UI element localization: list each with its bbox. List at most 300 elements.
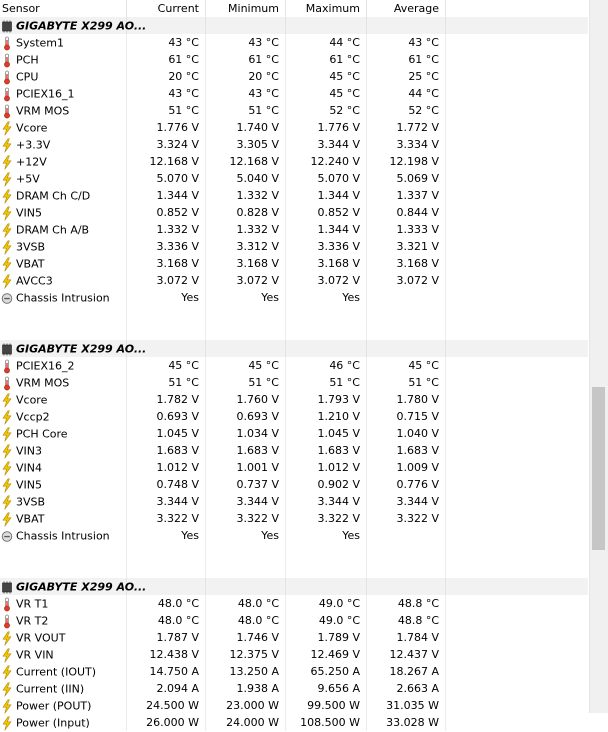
voltage-bolt-icon — [1, 427, 14, 442]
average-value: 5.069 V — [367, 170, 446, 187]
maximum-value: Yes — [286, 527, 367, 544]
current-value: 3.344 V — [127, 493, 206, 510]
maximum-value: 49.0 °C — [286, 595, 367, 612]
minimum-value: 5.040 V — [206, 170, 286, 187]
group-empty-cell — [367, 578, 446, 595]
sensor-row[interactable] — [0, 697, 588, 714]
minimum-value: 48.0 °C — [206, 612, 286, 629]
average-value: 0.715 V — [367, 408, 446, 425]
sensor-name-cell — [0, 527, 127, 544]
current-value: 0.748 V — [127, 476, 206, 493]
current-value: 1.344 V — [127, 187, 206, 204]
average-value: 12.198 V — [367, 153, 446, 170]
spacer-cell — [127, 306, 206, 323]
sensor-label: Current (IIN) — [16, 682, 85, 696]
voltage-bolt-icon — [1, 461, 14, 476]
current-value: 12.438 V — [127, 646, 206, 663]
voltage-bolt-icon — [1, 682, 14, 697]
current-value: 51 °C — [127, 102, 206, 119]
empty-cell — [446, 476, 588, 493]
minimum-value: 1.746 V — [206, 629, 286, 646]
sensor-row[interactable] — [0, 68, 588, 85]
sensor-name-cell — [0, 102, 127, 119]
column-header-current[interactable]: Current — [127, 0, 206, 17]
average-value: 1.784 V — [367, 629, 446, 646]
maximum-value: 3.322 V — [286, 510, 367, 527]
empty-cell — [446, 629, 588, 646]
minimum-value: 51 °C — [206, 102, 286, 119]
voltage-bolt-icon — [1, 240, 14, 255]
device-group-header[interactable] — [0, 17, 588, 34]
thermometer-icon — [1, 376, 14, 391]
sensor-row[interactable] — [0, 255, 588, 272]
sensor-name-cell — [0, 170, 127, 187]
spacer-cell — [286, 544, 367, 561]
empty-cell — [446, 119, 588, 136]
average-value: 51 °C — [367, 374, 446, 391]
average-value: 25 °C — [367, 68, 446, 85]
sensor-label: DRAM Ch C/D — [16, 189, 91, 203]
sensor-table-body — [0, 17, 588, 731]
average-value: 1.683 V — [367, 442, 446, 459]
average-value: 12.437 V — [367, 646, 446, 663]
voltage-bolt-icon — [1, 189, 14, 204]
sensor-name-cell — [0, 68, 127, 85]
group-empty-cell — [286, 578, 367, 595]
current-value: 3.324 V — [127, 136, 206, 153]
current-value: 61 °C — [127, 51, 206, 68]
chip-icon — [1, 19, 14, 34]
device-group-cell[interactable] — [0, 340, 147, 357]
spacer-cell — [446, 561, 588, 578]
group-empty-cell — [206, 578, 286, 595]
maximum-value: 12.469 V — [286, 646, 367, 663]
minimum-value: 1.760 V — [206, 391, 286, 408]
average-value: 1.780 V — [367, 391, 446, 408]
sensor-row[interactable] — [0, 425, 588, 442]
sensor-row[interactable] — [0, 153, 588, 170]
minimum-value: 0.828 V — [206, 204, 286, 221]
voltage-bolt-icon — [1, 512, 14, 527]
minimum-value: 12.168 V — [206, 153, 286, 170]
maximum-value: 3.072 V — [286, 272, 367, 289]
sensor-row[interactable] — [0, 119, 588, 136]
sensor-label: Vcore — [16, 121, 48, 135]
column-header-maximum[interactable]: Maximum — [286, 0, 367, 17]
sensor-row[interactable] — [0, 289, 588, 306]
sensor-label: Power (POUT) — [16, 699, 92, 713]
sensor-row[interactable] — [0, 408, 588, 425]
sensor-row[interactable] — [0, 221, 588, 238]
minimum-value: 24.000 W — [206, 714, 286, 731]
maximum-value: 61 °C — [286, 51, 367, 68]
sensor-label: VBAT — [16, 257, 45, 271]
maximum-value: 45 °C — [286, 68, 367, 85]
maximum-value: 1.776 V — [286, 119, 367, 136]
sensor-label: VR VOUT — [16, 631, 66, 645]
empty-cell — [446, 187, 588, 204]
minimum-value: 1.332 V — [206, 187, 286, 204]
voltage-bolt-icon — [1, 716, 14, 731]
maximum-value: 9.656 A — [286, 680, 367, 697]
maximum-value: 46 °C — [286, 357, 367, 374]
column-header-minimum[interactable]: Minimum — [206, 0, 286, 17]
maximum-value: 3.336 V — [286, 238, 367, 255]
sensor-name-cell — [0, 238, 127, 255]
chassis-intrusion-icon — [1, 291, 14, 306]
empty-cell — [446, 357, 588, 374]
empty-cell — [446, 68, 588, 85]
device-group-name: GIGABYTE X299 AO... — [16, 580, 147, 594]
spacer-cell — [286, 306, 367, 323]
maximum-value: 1.344 V — [286, 187, 367, 204]
average-value: 61 °C — [367, 51, 446, 68]
minimum-value: 51 °C — [206, 374, 286, 391]
maximum-value: 52 °C — [286, 102, 367, 119]
minimum-value: 3.168 V — [206, 255, 286, 272]
voltage-bolt-icon — [1, 223, 14, 238]
empty-cell — [446, 527, 588, 544]
sensor-row[interactable] — [0, 629, 588, 646]
maximum-value: 51 °C — [286, 374, 367, 391]
empty-cell — [446, 510, 588, 527]
sensor-name-cell — [0, 663, 127, 680]
vertical-scrollbar[interactable] — [589, 0, 608, 713]
empty-cell — [446, 442, 588, 459]
current-value: 1.012 V — [127, 459, 206, 476]
group-empty-cell — [127, 340, 206, 357]
voltage-bolt-icon — [1, 121, 14, 136]
empty-cell — [446, 425, 588, 442]
maximum-value: 45 °C — [286, 85, 367, 102]
current-value: 2.094 A — [127, 680, 206, 697]
sensor-name-cell — [0, 442, 127, 459]
column-header-average[interactable]: Average — [367, 0, 446, 17]
maximum-value: 0.902 V — [286, 476, 367, 493]
sensor-row[interactable] — [0, 85, 588, 102]
current-value: 48.0 °C — [127, 612, 206, 629]
minimum-value: 3.344 V — [206, 493, 286, 510]
thermometer-icon — [1, 36, 14, 51]
voltage-bolt-icon — [1, 410, 14, 425]
minimum-value: Yes — [206, 527, 286, 544]
maximum-value: 3.168 V — [286, 255, 367, 272]
empty-cell — [446, 408, 588, 425]
sensor-row[interactable] — [0, 646, 588, 663]
thermometer-icon — [1, 70, 14, 85]
minimum-value: 1.938 A — [206, 680, 286, 697]
minimum-value: 3.312 V — [206, 238, 286, 255]
sensor-label: Vcore — [16, 393, 48, 407]
sensor-name-cell — [0, 255, 127, 272]
sensor-row[interactable] — [0, 170, 588, 187]
voltage-bolt-icon — [1, 393, 14, 408]
empty-cell — [446, 255, 588, 272]
minimum-value: 0.737 V — [206, 476, 286, 493]
minimum-value: 61 °C — [206, 51, 286, 68]
maximum-value: 49.0 °C — [286, 612, 367, 629]
empty-cell — [446, 102, 588, 119]
spacer-cell — [446, 544, 588, 561]
average-value: 45 °C — [367, 357, 446, 374]
maximum-value: Yes — [286, 289, 367, 306]
empty-cell — [446, 595, 588, 612]
sensor-row[interactable] — [0, 527, 588, 544]
sensor-label: Chassis Intrusion — [16, 291, 110, 305]
sensor-label: VR VIN — [16, 648, 54, 662]
average-value: 3.321 V — [367, 238, 446, 255]
voltage-bolt-icon — [1, 172, 14, 187]
maximum-value: 99.500 W — [286, 697, 367, 714]
sensor-row[interactable] — [0, 493, 588, 510]
group-empty-cell — [206, 340, 286, 357]
chip-icon — [1, 580, 14, 595]
current-value: 14.750 A — [127, 663, 206, 680]
minimum-value: 12.375 V — [206, 646, 286, 663]
sensor-name-cell — [0, 34, 127, 51]
spacer-cell — [127, 323, 206, 340]
voltage-bolt-icon — [1, 699, 14, 714]
average-value: 33.028 W — [367, 714, 446, 731]
sensor-name-cell — [0, 204, 127, 221]
spacer-cell — [206, 561, 286, 578]
voltage-bolt-icon — [1, 478, 14, 493]
voltage-bolt-icon — [1, 631, 14, 646]
sensor-name-cell — [0, 697, 127, 714]
sensor-name-cell — [0, 272, 127, 289]
sensor-name-cell — [0, 595, 127, 612]
sensor-row[interactable] — [0, 459, 588, 476]
sensor-row[interactable] — [0, 595, 588, 612]
current-value: 3.168 V — [127, 255, 206, 272]
device-group-name: GIGABYTE X299 AO... — [16, 342, 147, 356]
empty-cell — [446, 51, 588, 68]
group-empty-cell — [127, 578, 206, 595]
minimum-value: 1.034 V — [206, 425, 286, 442]
voltage-bolt-icon — [1, 206, 14, 221]
sensor-label: DRAM Ch A/B — [16, 223, 90, 237]
sensor-name-cell — [0, 119, 127, 136]
current-value: 1.787 V — [127, 629, 206, 646]
empty-cell — [446, 85, 588, 102]
sensor-label: 3VSB — [16, 240, 46, 254]
sensor-row[interactable] — [0, 714, 588, 731]
chassis-intrusion-icon — [1, 529, 14, 544]
sensor-row[interactable] — [0, 374, 588, 391]
current-value: 3.336 V — [127, 238, 206, 255]
empty-cell — [446, 459, 588, 476]
empty-cell — [446, 170, 588, 187]
minimum-value: 13.250 A — [206, 663, 286, 680]
current-value: 1.332 V — [127, 221, 206, 238]
sensor-name-cell — [0, 646, 127, 663]
maximum-value: 1.012 V — [286, 459, 367, 476]
voltage-bolt-icon — [1, 257, 14, 272]
device-group-cell[interactable] — [0, 17, 147, 34]
empty-cell — [446, 374, 588, 391]
voltage-bolt-icon — [1, 444, 14, 459]
thermometer-icon — [1, 53, 14, 68]
average-value: 1.040 V — [367, 425, 446, 442]
sensor-label: VRM MOS — [16, 376, 70, 390]
current-value: 43 °C — [127, 85, 206, 102]
device-group-header[interactable] — [0, 578, 588, 595]
spacer-cell — [0, 561, 127, 578]
sensor-label: VIN5 — [16, 478, 42, 492]
thermometer-icon — [1, 359, 14, 374]
sensor-label: PCH — [16, 53, 39, 67]
sensor-row[interactable] — [0, 476, 588, 493]
current-value: Yes — [127, 289, 206, 306]
current-value: 5.070 V — [127, 170, 206, 187]
sensor-label: PCIEX16_2 — [16, 359, 75, 373]
sensor-label: System1 — [16, 36, 65, 50]
sensor-name-cell — [0, 714, 127, 731]
sensor-label: Power (Input) — [16, 716, 90, 730]
maximum-value: 0.852 V — [286, 204, 367, 221]
voltage-bolt-icon — [1, 138, 14, 153]
sensor-row[interactable] — [0, 34, 588, 51]
average-value: 52 °C — [367, 102, 446, 119]
current-value: 43 °C — [127, 34, 206, 51]
thermometer-icon — [1, 87, 14, 102]
minimum-value: 1.683 V — [206, 442, 286, 459]
sensor-row[interactable] — [0, 663, 588, 680]
minimum-value: 3.305 V — [206, 136, 286, 153]
sensor-name-cell — [0, 357, 127, 374]
empty-cell — [446, 136, 588, 153]
sensor-row[interactable] — [0, 680, 588, 697]
average-value: 1.337 V — [367, 187, 446, 204]
spacer-cell — [286, 323, 367, 340]
empty-cell — [446, 697, 588, 714]
current-value: 1.045 V — [127, 425, 206, 442]
maximum-value: 108.500 W — [286, 714, 367, 731]
empty-cell — [446, 493, 588, 510]
thermometer-icon — [1, 104, 14, 119]
sensor-row[interactable] — [0, 51, 588, 68]
sensor-name-cell — [0, 85, 127, 102]
sensor-name-cell — [0, 391, 127, 408]
spacer-cell — [446, 306, 588, 323]
sensor-row[interactable] — [0, 102, 588, 119]
average-value: 3.334 V — [367, 136, 446, 153]
current-value: 51 °C — [127, 374, 206, 391]
sensor-row[interactable] — [0, 204, 588, 221]
minimum-value: 23.000 W — [206, 697, 286, 714]
maximum-value: 12.240 V — [286, 153, 367, 170]
spacer-cell — [367, 323, 446, 340]
maximum-value: 1.789 V — [286, 629, 367, 646]
minimum-value: 1.332 V — [206, 221, 286, 238]
sensor-label: +3.3V — [16, 138, 51, 152]
average-value: 3.168 V — [367, 255, 446, 272]
chip-icon — [1, 342, 14, 357]
current-value: 20 °C — [127, 68, 206, 85]
spacer-cell — [0, 544, 127, 561]
voltage-bolt-icon — [1, 665, 14, 680]
empty-cell — [446, 289, 588, 306]
group-empty-cell — [206, 17, 286, 34]
sensor-row[interactable] — [0, 238, 588, 255]
sensor-name-cell — [0, 51, 127, 68]
current-value: 48.0 °C — [127, 595, 206, 612]
average-value: 43 °C — [367, 34, 446, 51]
sensor-row[interactable] — [0, 391, 588, 408]
sensor-row[interactable] — [0, 272, 588, 289]
sensor-row[interactable] — [0, 357, 588, 374]
sensor-name-cell — [0, 629, 127, 646]
average-value: 0.844 V — [367, 204, 446, 221]
empty-cell — [446, 34, 588, 51]
spacer-cell — [367, 306, 446, 323]
group-empty-cell — [446, 340, 588, 357]
empty-cell — [446, 646, 588, 663]
average-value: 48.8 °C — [367, 612, 446, 629]
current-value: 3.072 V — [127, 272, 206, 289]
average-value: 0.776 V — [367, 476, 446, 493]
column-header-sensor[interactable]: Sensor — [0, 0, 127, 17]
maximum-value: 3.344 V — [286, 493, 367, 510]
current-value: 26.000 W — [127, 714, 206, 731]
sensor-name-cell — [0, 510, 127, 527]
spacer-cell — [446, 323, 588, 340]
sensor-row[interactable] — [0, 187, 588, 204]
group-empty-cell — [446, 578, 588, 595]
current-value: 1.776 V — [127, 119, 206, 136]
minimum-value: 45 °C — [206, 357, 286, 374]
current-value: 0.852 V — [127, 204, 206, 221]
average-value: 1.333 V — [367, 221, 446, 238]
sensor-row[interactable] — [0, 510, 588, 527]
column-header-row — [0, 0, 588, 17]
sensor-row[interactable] — [0, 612, 588, 629]
device-group-name: GIGABYTE X299 AO... — [16, 19, 147, 33]
sensor-label: VRM MOS — [16, 104, 70, 118]
sensor-row[interactable] — [0, 442, 588, 459]
maximum-value: 1.793 V — [286, 391, 367, 408]
maximum-value: 1.344 V — [286, 221, 367, 238]
empty-cell — [446, 238, 588, 255]
maximum-value: 5.070 V — [286, 170, 367, 187]
current-value: 45 °C — [127, 357, 206, 374]
sensor-name-cell — [0, 187, 127, 204]
average-value: 3.072 V — [367, 272, 446, 289]
voltage-bolt-icon — [1, 648, 14, 663]
sensor-name-cell — [0, 612, 127, 629]
minimum-value: 1.740 V — [206, 119, 286, 136]
maximum-value: 3.344 V — [286, 136, 367, 153]
device-group-cell[interactable] — [0, 578, 147, 595]
average-value: 31.035 W — [367, 697, 446, 714]
spacer-cell — [0, 306, 127, 323]
sensor-name-cell — [0, 425, 127, 442]
sensor-row[interactable] — [0, 136, 588, 153]
sensor-name-cell — [0, 289, 127, 306]
empty-cell — [446, 204, 588, 221]
sensor-name-cell — [0, 374, 127, 391]
sensor-name-cell — [0, 221, 127, 238]
column-header-empty — [446, 0, 588, 17]
scrollbar-thumb[interactable] — [592, 387, 605, 550]
thermometer-icon — [1, 597, 14, 612]
group-spacer-row — [0, 544, 588, 561]
minimum-value: 43 °C — [206, 85, 286, 102]
device-group-header[interactable] — [0, 340, 588, 357]
sensor-label: +12V — [16, 155, 47, 169]
average-value: 1.772 V — [367, 119, 446, 136]
sensor-label: VBAT — [16, 512, 45, 526]
